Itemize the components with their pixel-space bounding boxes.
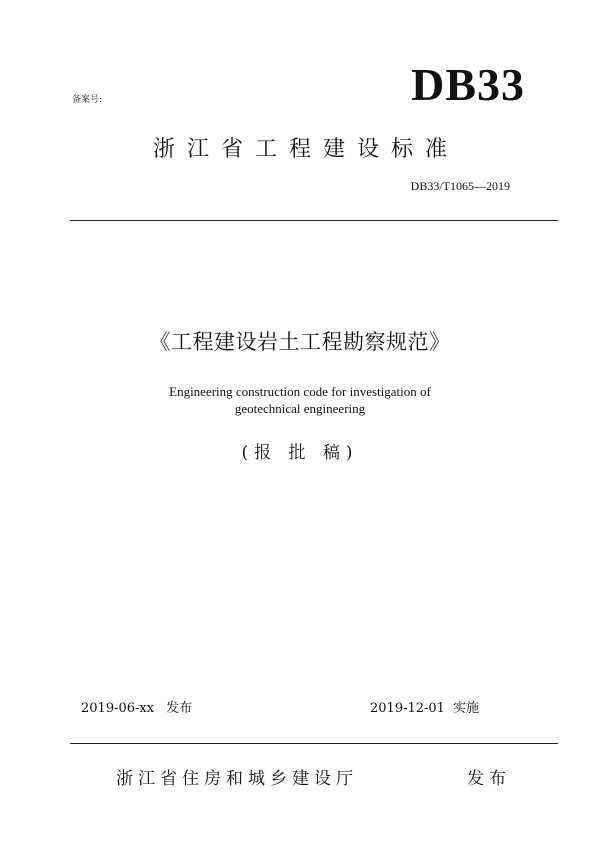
standard-number: DB33/T1065—2019	[410, 179, 510, 193]
english-title	[0, 383, 600, 417]
english-title-line-2: geotechnical engineering	[234, 401, 366, 416]
issue-date: 2019-06-xx	[81, 701, 155, 716]
bottom-divider	[70, 743, 558, 744]
implementation-label: 实施	[452, 701, 479, 716]
draft-status: (报 批 稿)	[241, 443, 359, 463]
top-divider	[70, 220, 558, 221]
standard-category: 浙江省工程建设标准	[152, 137, 459, 162]
issuing-action: 发布	[467, 769, 511, 789]
implementation-date: 2019-12-01	[370, 701, 445, 716]
implementation-date-block	[370, 697, 479, 716]
issue-date-block	[81, 697, 192, 716]
issuing-authority: 浙江省住房和城乡建设厅	[116, 769, 358, 789]
filing-number-label: 备案号:	[72, 95, 103, 105]
chinese-title: 《工程建设岩土工程勘察规范》	[149, 330, 451, 354]
standard-code: DB33	[411, 59, 525, 110]
english-title-line-1: Engineering construction code for investigation of	[169, 384, 431, 399]
issue-label: 发布	[166, 701, 193, 716]
